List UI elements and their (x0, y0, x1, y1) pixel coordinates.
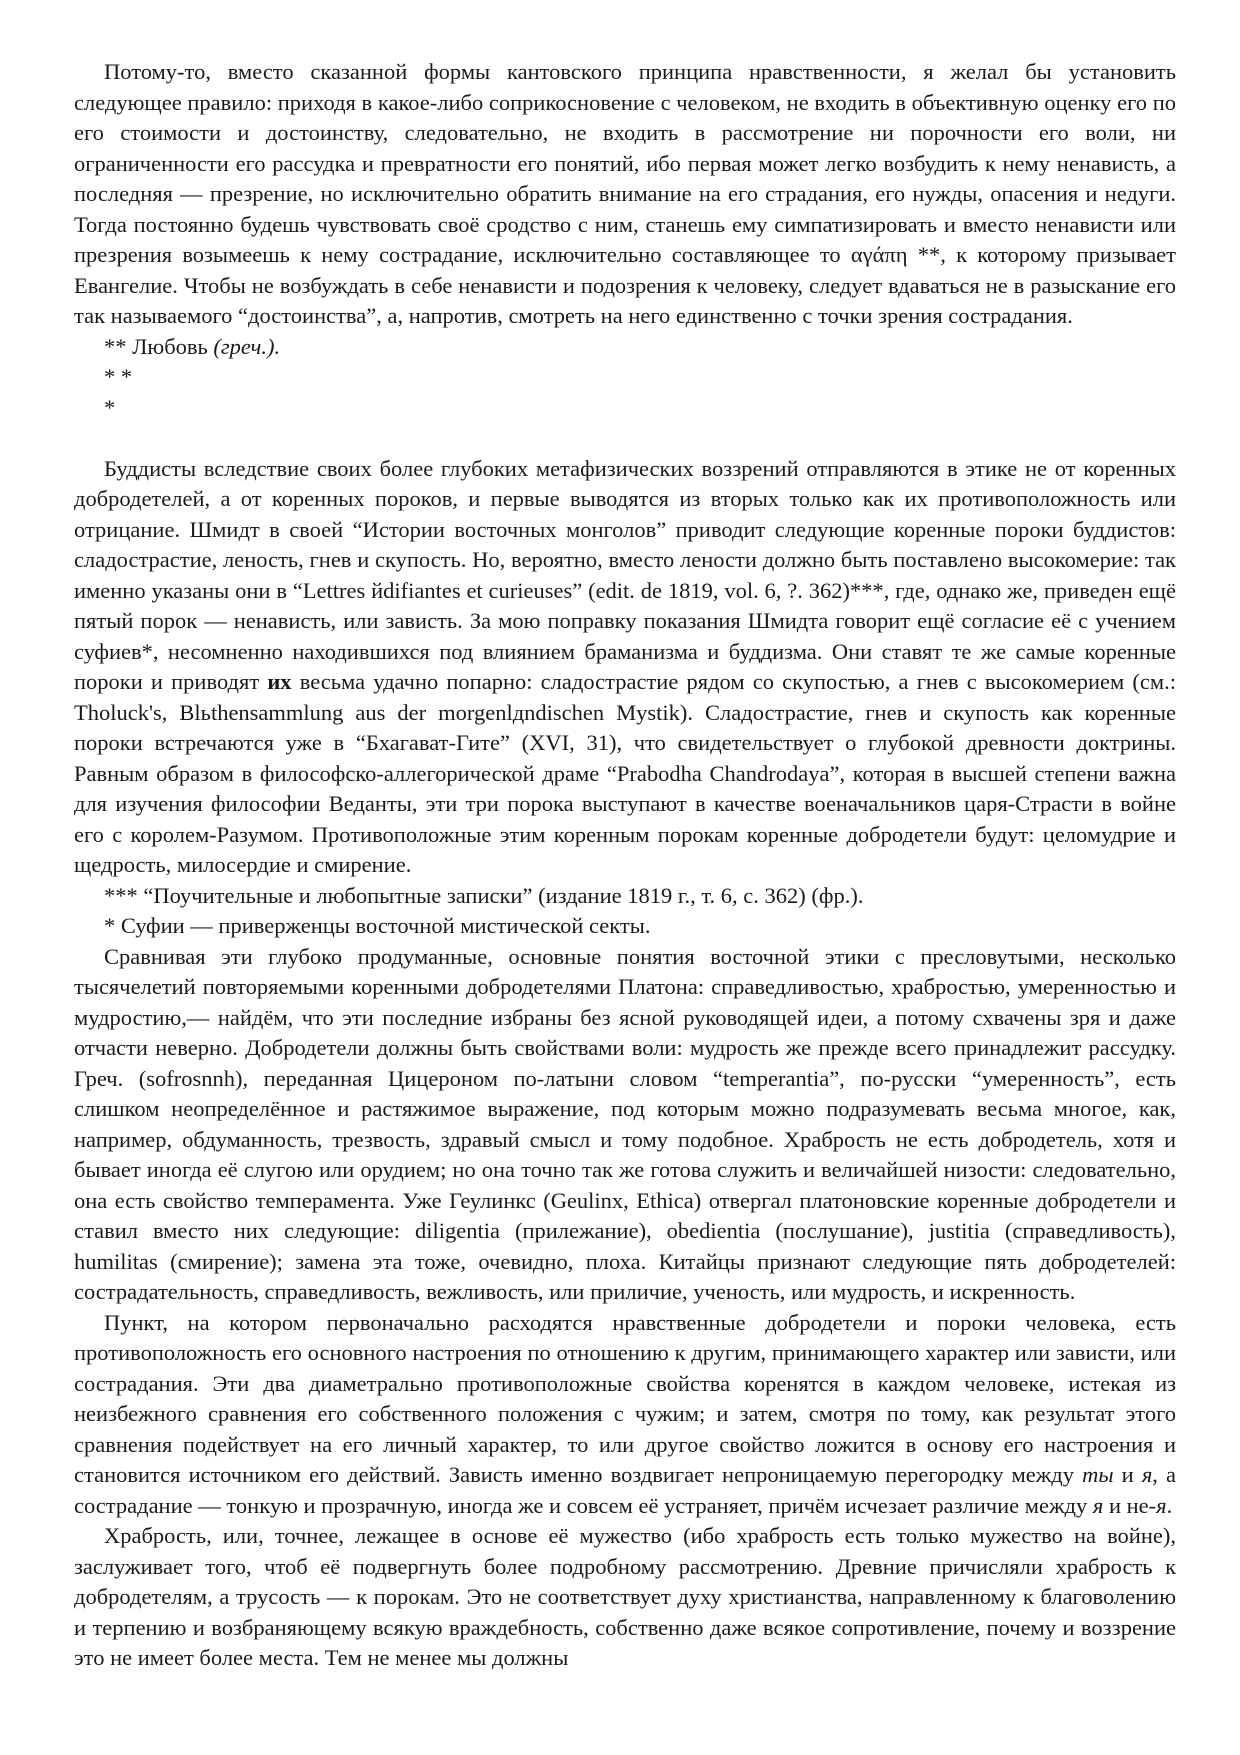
paragraph-text: , а сострадание — тонкую и прозрачную, иногда же и совсем её устраняет, причём исчезает различие между (74, 1462, 1176, 1518)
paragraph-text: Пункт, на котором первоначально расходятся нравственные добродетели и пороки человека, есть противоположность его основного настроения по отношению к другим, принимающего характер или зависти, или сострадания. Эти два диаметрально противоположные свойства коренятся в каждом человеке, истекая из неизбежного сравнения его собственного положения с чужим; и затем, смотря по тому, как результат этого сравнения подействует на его личный характер, то или другое свойство ложится в основу его настроения и становится источником его действий. Зависть именно воздвигает непроницаемую перегородку между (74, 1309, 1176, 1487)
paragraph-courage: Храбрость, или, точнее, лежащее в основе её мужество (ибо храбрость есть только мужество на войне), заслуживает того, чтоб её подвергнуть более подробному рассмотрению. Древние причисляли храбрость к добродетелям, а трусость — к порокам. Это не соответствует духу христианства, направленному к благоволению и терпению и возбраняющему всякую враждебность, собственно даже всякое сопротивление, почему и воззрение это не имеет более места. Тем не менее мы должны (74, 1523, 1176, 1670)
footnote-lettres: *** “Поучительные и любопытные записки” (издание 1819 г., т. 6, с. 362) (фр.). (104, 882, 864, 908)
paragraph-text: весьма удачно попарно: сладострастие рядом со скупостью, а гнев с высокомерием (см.: Tholuck's, Blьthensammlung aus der morgenlдndischen Mystik). Сладострастие, гнев и скупость как коренные пороки встречаются уже в “Бхагават-Гите” (XVI, 31), что свидетельствует о глубокой древности доктрины. Равным образом в философско-аллегорической драме “Prabodha Chandrodaya”, которая в высшей степени важна для изучения философии Веданты, эти три порока выступают в качестве военачальников царя-Страсти в войне его с королем-Разумом. Противоположные этим коренным порокам коренные добродетели будут: целомудрие и щедрость, милосердие и смирение. (74, 669, 1176, 877)
italic-word: ты (1082, 1462, 1114, 1487)
italic-word: я (1156, 1492, 1167, 1518)
paragraph-text: и (1113, 1462, 1142, 1487)
paragraph-kant-principle (74, 57, 1176, 332)
footnote-italic: (греч.). (213, 333, 281, 359)
footnote-text: ** Любовь (104, 333, 214, 359)
footnote-sufi: * Суфии — приверженцы восточной мистической секты. (104, 913, 651, 938)
paragraph-text: Потому-то, вместо сказанной формы кантовского принципа нравственности, я желал бы установить следующее правило: приходя в какое-либо соприкосновение с человеком, не входить в объективную оценку его по его стоимости и достоинству, следовательно, не входить в рассмотрение ни порочности его воли, ни ограниченности его рассудка и превратности его понятий, ибо первая может легко возбудить к нему ненависть, а последняя — презрение, но исключительно обратить внимание на его страдания, его нужды, опасения и недуги. Тогда постоянно будешь чувствовать своё сродство с ним, станешь ему симпатизировать и вместо ненависти или презрения возымеешь к нему сострадание, исключительно составляющее то (74, 59, 1176, 267)
paragraph-plato-virtues: Сравнивая эти глубоко продуманные, основные понятия восточной этики с пресловутыми, несколько тысячелетий повторяемыми коренными добродетелями Платона: справедливостью, храбростью, умеренностью и мудростию,— найдём, что эти последние избраны без ясной руководящей идеи, а потому схвачены зря и даже отчасти неверно. Добродетели должны быть свойствами воли: мудрость же прежде всего принадлежит рассудку. Греч. (sofrosnnh), переданная Цицероном по-латыни словом “temperantia”, по-русски “умеренность”, есть слишком неопределённое и растяжимое выражение, под которым можно подразумевать весьма многое, как, например, обдуманность, трезвость, здравый смысл и тому подобное. Храбрость не есть добродетель, хотя и бывает иногда её слугою или орудием; но она точно так же готова служить и величайшей низости: следовательно, она есть свойство темперамента. Уже Геулинкс (Geulinx, Ethica) отвергал платоновские коренные добродетели и ставил вместо них следующие: diligentia (прилежание), obedientia (послушание), justitia (справедливость), humilitas (смирение); замена эта тоже, очевидно, плоха. Китайцы признают следующие пять добродетелей: сострадательность, справедливость, вежливость, или приличие, ученость, или мудрость, и искренность. (74, 943, 1176, 1304)
italic-word: я (1141, 1462, 1153, 1487)
italic-word: я (1092, 1492, 1104, 1518)
blank-line (74, 423, 1176, 454)
bold-word: их (267, 669, 292, 694)
greek-word: αγάπη (850, 242, 908, 267)
footnote-agape (74, 332, 1176, 363)
paragraph-text: . (1166, 1492, 1173, 1518)
paragraph-text: Буддисты вследствие своих более глубоких метафизических воззрений отправляются в этике не от коренных добродетелей, а от коренных пороков, и первые выводятся из вторых только как их противоположность или отрицание. Шмидт в своей “Истории восточных монголов” приводит следующие коренные пороки буддистов: сладострастие, леность, гнев и скупость. Но, вероятно, вместо лености должно быть поставлено высокомерие: так именно указаны они в “Lettres йdifiantes et curieuses” (edit. de 1819, vol. 6, ?. 362)***, где, однако же, приведен ещё пятый порок — ненависть, или зависть. За мою поправку показания Шмидта говорит ещё согласие её с учением суфиев*, несомненно находившихся под влиянием браманизма и буддизма. Они ставят те же самые коренные пороки и приводят (74, 455, 1176, 694)
paragraph-text: и не- (1103, 1492, 1157, 1518)
paragraph-envy-compassion (74, 1308, 1176, 1522)
section-separator-star: * (104, 394, 116, 420)
section-separator-stars: * * (104, 364, 133, 389)
paragraph-buddhist-vices (74, 454, 1176, 881)
document-page (74, 57, 1176, 1674)
paragraph-text: **, к которому призывает Евангелие. Чтобы не возбуждать в себе ненависти и подозрения к человеку, следует вдаваться не в разыскание его так называемого “достоинства”, а, напротив, смотреть на него единственно с точки зрения сострадания. (74, 242, 1177, 328)
